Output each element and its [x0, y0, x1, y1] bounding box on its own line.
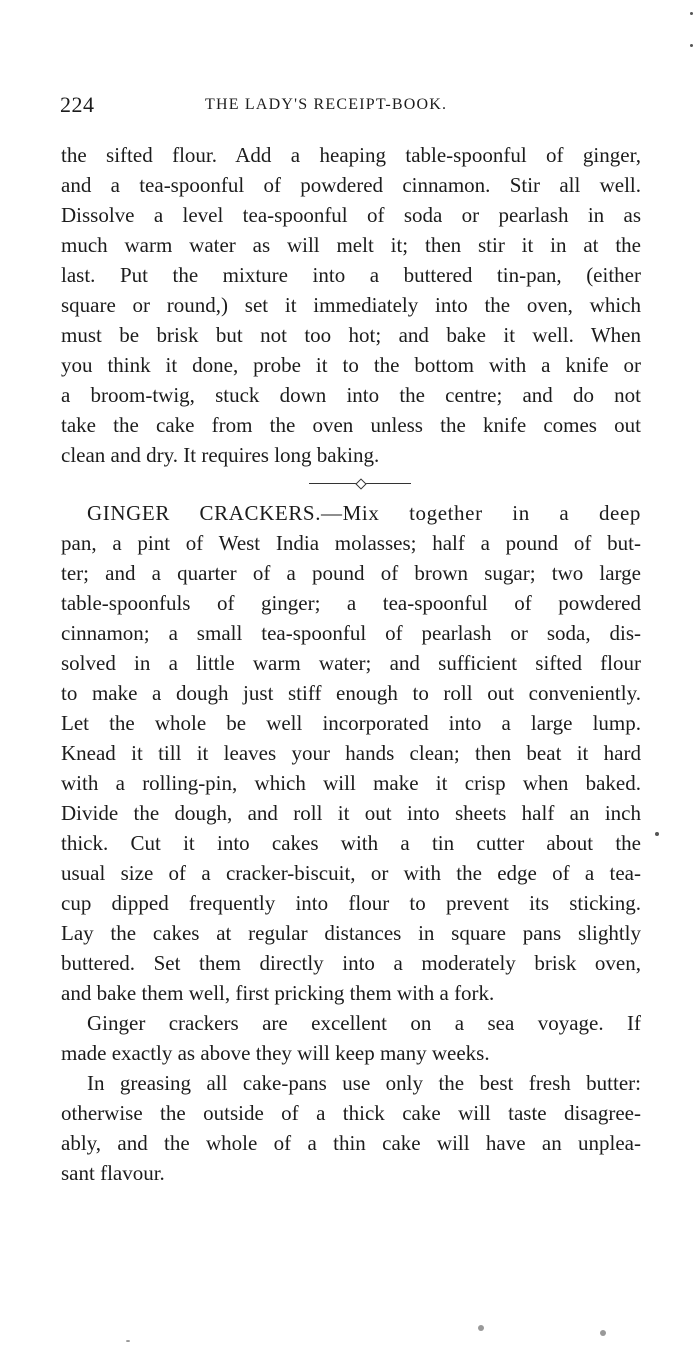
text-line: and a tea-spoonful of powdered cinnamon. Stir all well.: [61, 173, 641, 197]
text-line: made exactly as above they will keep many weeks.: [61, 1041, 490, 1065]
text-line: usual size of a cracker-biscuit, or with the edge of a tea-: [61, 861, 641, 885]
text-line: table-spoonfuls of ginger; a tea-spoonful of powdered: [61, 591, 641, 615]
text-line: Divide the dough, and roll it out into sheets half an inch: [61, 801, 641, 825]
text-line: the sifted flour. Add a heaping table-spoonful of ginger,: [61, 143, 641, 167]
speck: [655, 832, 659, 836]
text-line: and bake them well, first pricking them with a fork.: [61, 981, 495, 1005]
text-line: square or round,) set it immediately into the oven, which: [61, 293, 641, 317]
text-line: Dissolve a level tea-spoonful of soda or pearlash in as: [61, 203, 641, 227]
text-line: solved in a little warm water; and sufficient sifted flour: [61, 651, 641, 675]
recipe-heading-line: GINGER CRACKERS.—Mix together in a deep: [87, 501, 641, 525]
text-line: ter; and a quarter of a pound of brown sugar; two large: [61, 561, 641, 585]
text-line: thick. Cut it into cakes with a tin cutter about the: [61, 831, 641, 855]
text-line: last. Put the mixture into a buttered tin-pan, (either: [61, 263, 641, 287]
text-line: with a rolling-pin, which will make it crisp when baked.: [61, 771, 641, 795]
text-line: clean and dry. It requires long baking.: [61, 443, 380, 467]
text-line: cinnamon; a small tea-spoonful of pearlash or soda, dis-: [61, 621, 641, 645]
text-line: buttered. Set them directly into a moderately brisk oven,: [61, 951, 641, 975]
speck: [478, 1325, 484, 1331]
speck: [600, 1330, 606, 1336]
section-divider: [61, 470, 641, 498]
text-line: to make a dough just stiff enough to roll out conveniently.: [61, 681, 641, 705]
text-line: take the cake from the oven unless the knife comes out: [61, 413, 641, 437]
paragraph-note: [61, 1008, 641, 1068]
text-line: ably, and the whole of a thin cake will have an unplea-: [61, 1131, 641, 1155]
body-text: [61, 140, 641, 1188]
speck: [690, 12, 693, 15]
text-line: Ginger crackers are excellent on a sea voyage. If: [87, 1011, 641, 1035]
paragraph-note: [61, 1068, 641, 1188]
speck: [126, 1340, 130, 1342]
speck: [690, 44, 693, 47]
running-title: [205, 96, 447, 114]
text-line: Lay the cakes at regular distances in square pans slightly: [61, 921, 641, 945]
text-line: otherwise the outside of a thick cake will taste disagree-: [61, 1101, 641, 1125]
text-line: much warm water as will melt it; then stir it in at the: [61, 233, 641, 257]
text-line: cup dipped frequently into flour to prevent its sticking.: [61, 891, 641, 915]
paragraph-continuation: [61, 140, 641, 470]
page-header: [60, 92, 640, 122]
text-line: In greasing all cake-pans use only the best fresh butter:: [87, 1071, 641, 1095]
recipe-ginger-crackers: [61, 498, 641, 1008]
running-title-text: THE LADY'S RECEIPT-BOOK.: [205, 96, 448, 113]
text-line: a broom-twig, stuck down into the centre; and do not: [61, 383, 641, 407]
page-number: 224: [60, 92, 95, 117]
divider-ornament-icon: [355, 478, 366, 489]
text-line: Knead it till it leaves your hands clean; then beat it hard: [61, 741, 641, 765]
text-line: must be brisk but not too hot; and bake it well. When: [61, 323, 641, 347]
text-line: Let the whole be well incorporated into a large lump.: [61, 711, 641, 735]
text-line: you think it done, probe it to the bottom with a knife or: [61, 353, 641, 377]
text-line: sant flavour.: [61, 1161, 165, 1185]
text-line: pan, a pint of West India molasses; half a pound of but-: [61, 531, 641, 555]
